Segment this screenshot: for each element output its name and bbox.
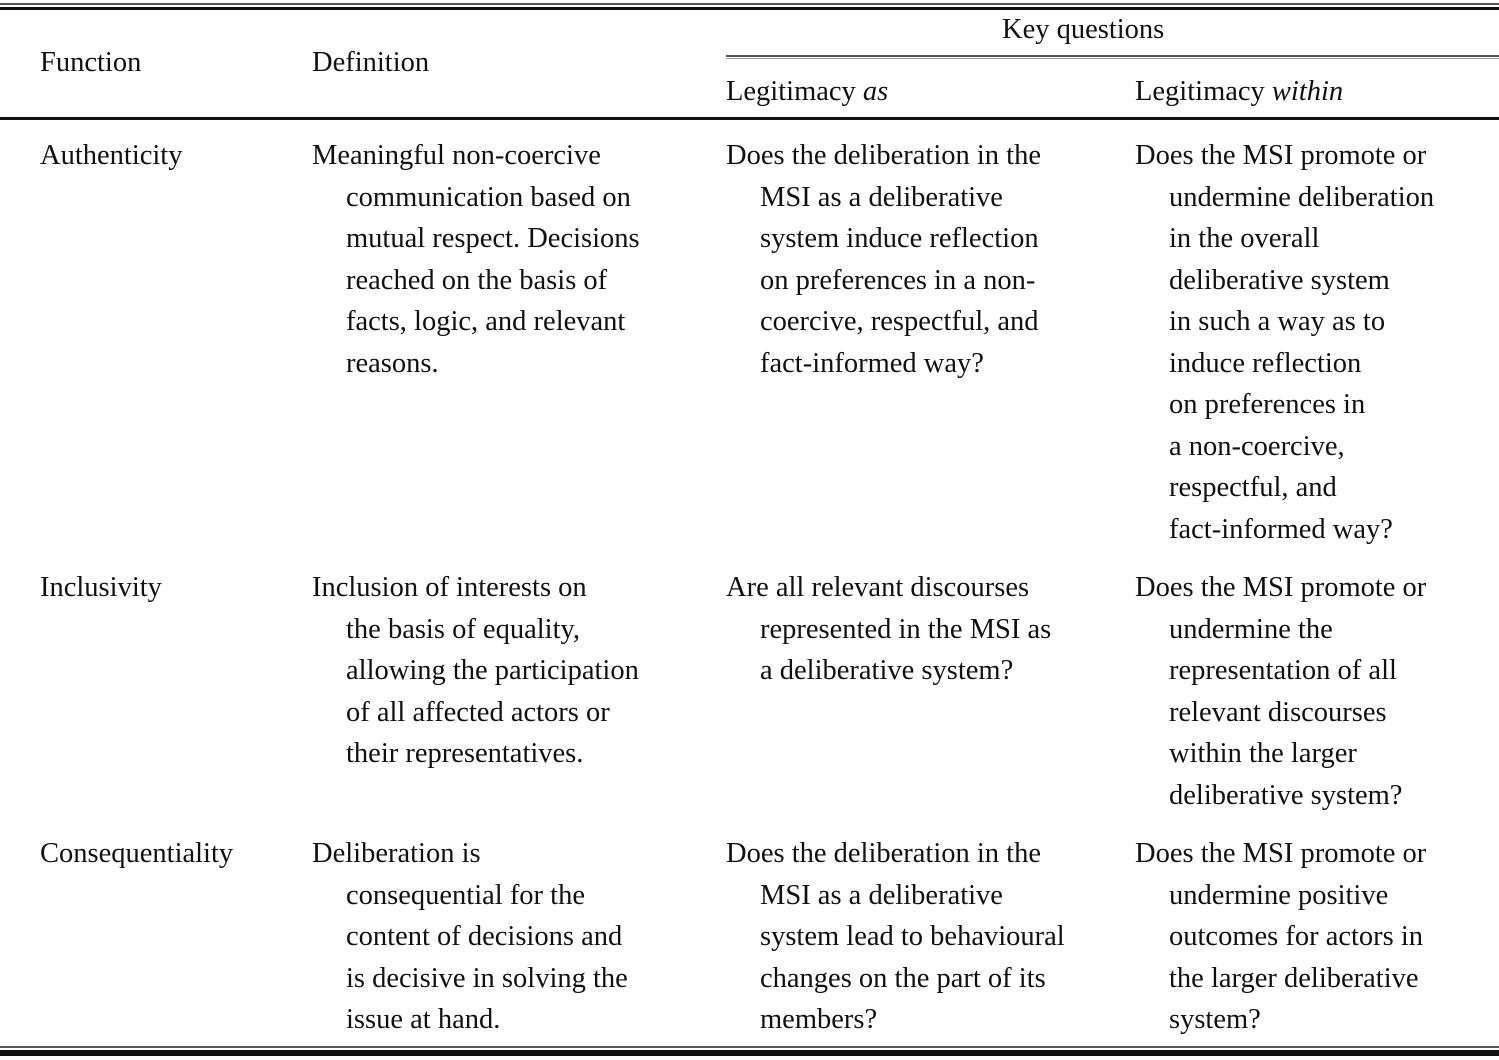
cell-line: mutual respect. Decisions <box>346 223 640 254</box>
header-legitimacy-as <box>726 71 888 113</box>
header-definition: Definition <box>312 47 430 78</box>
cell-line: outcomes for actors in <box>1169 921 1424 952</box>
function-cell <box>40 833 233 875</box>
key-questions-rule <box>726 55 1499 57</box>
cell-line: fact-informed way? <box>1169 513 1393 545</box>
cell-line: Does the deliberation in the <box>726 140 1041 171</box>
header-bottom-rule <box>0 117 1499 120</box>
cell-line: a non-coercive, <box>1169 430 1345 462</box>
cell-line: system lead to behavioural <box>760 921 1065 952</box>
cell-line: members? <box>760 1004 878 1035</box>
cell-line: fact-informed way? <box>760 347 984 379</box>
cell-line: Inclusion of interests on <box>312 572 587 603</box>
cell-line: system? <box>1169 1004 1261 1035</box>
definition-cell <box>312 567 639 775</box>
cell-line: undermine the <box>1169 613 1333 645</box>
cell-line: Does the deliberation in the <box>726 838 1041 869</box>
cell-line: on preferences in <box>1169 389 1366 420</box>
cell-line: deliberative system? <box>1169 779 1403 811</box>
cell-line: on preferences in a non- <box>760 264 1036 296</box>
cell-line: Does the MSI promote or <box>1135 572 1427 603</box>
cell-line: content of decisions and <box>346 921 623 952</box>
cell-line: Inclusivity <box>40 572 162 603</box>
cell-line: the basis of equality, <box>346 613 581 645</box>
cell-line: Are all relevant discourses <box>726 572 1030 603</box>
cell-line: allowing the participation <box>346 655 639 686</box>
cell-line: coercive, respectful, and <box>760 306 1039 337</box>
legitimacy-as-cell <box>726 135 1041 384</box>
cell-line: in such a way as to <box>1169 306 1386 337</box>
legitimacy-within-cell <box>1135 135 1434 550</box>
cell-line: induce reflection <box>1169 347 1362 379</box>
cell-line: their representatives. <box>346 738 584 769</box>
definition-cell <box>312 833 628 1041</box>
cell-line: reasons. <box>346 347 439 379</box>
header-function: Function <box>40 47 142 78</box>
cell-line: in the overall <box>1169 223 1320 254</box>
cell-line: representation of all <box>1169 655 1397 686</box>
cell-line: undermine deliberation <box>1169 181 1435 213</box>
cell-line: is decisive in solving the <box>346 962 628 994</box>
cell-line: Meaningful non-coercive <box>312 140 601 171</box>
cell-line: issue at hand. <box>346 1004 501 1035</box>
cell-line: Deliberation is <box>312 838 481 869</box>
cell-line: changes on the part of its <box>760 962 1046 994</box>
cell-line: MSI as a deliberative <box>760 181 1003 213</box>
cell-line: Does the MSI promote or <box>1135 838 1427 869</box>
cell-line: undermine positive <box>1169 879 1389 911</box>
cell-line: within the larger <box>1169 738 1357 769</box>
cell-line: a deliberative system? <box>760 655 1014 686</box>
legitimacy-as-cell <box>726 833 1065 1041</box>
cell-line: represented in the MSI as <box>760 613 1052 645</box>
legitimacy-as-cell <box>726 567 1051 692</box>
cell-line: MSI as a deliberative <box>760 879 1003 911</box>
legitimacy-within-emphasis: within <box>1271 76 1344 107</box>
cell-line: respectful, and <box>1169 472 1337 503</box>
cell-line: the larger deliberative <box>1169 962 1419 994</box>
cell-line: system induce reflection <box>760 223 1039 254</box>
bottom-rule-thick <box>0 1050 1499 1056</box>
key-questions-rule-2 <box>726 58 1499 59</box>
legitimacy-as-prefix: Legitimacy <box>726 76 863 107</box>
legitimacy-within-cell <box>1135 567 1426 816</box>
cell-line: consequential for the <box>346 879 585 911</box>
cell-line: communication based on <box>346 181 631 213</box>
top-rule-thin <box>0 3 1499 5</box>
header-key-questions: Key questions <box>1002 14 1165 45</box>
function-cell <box>40 135 182 177</box>
cell-line: relevant discourses <box>1169 696 1387 728</box>
cell-line: Authenticity <box>40 140 183 171</box>
function-cell <box>40 567 162 609</box>
legitimacy-within-prefix: Legitimacy <box>1135 76 1272 107</box>
definition-cell <box>312 135 640 384</box>
cell-line: deliberative system <box>1169 264 1390 296</box>
bottom-rule-thin <box>0 1046 1499 1048</box>
header-legitimacy-within <box>1135 71 1343 113</box>
cell-line: Consequentiality <box>40 838 234 869</box>
cell-line: Does the MSI promote or <box>1135 140 1427 171</box>
legitimacy-within-cell <box>1135 833 1426 1041</box>
cell-line: facts, logic, and relevant <box>346 306 626 337</box>
cell-line: of all affected actors or <box>346 696 610 728</box>
top-rule-thick <box>0 7 1499 10</box>
cell-line: reached on the basis of <box>346 264 608 296</box>
legitimacy-as-emphasis: as <box>862 76 889 107</box>
